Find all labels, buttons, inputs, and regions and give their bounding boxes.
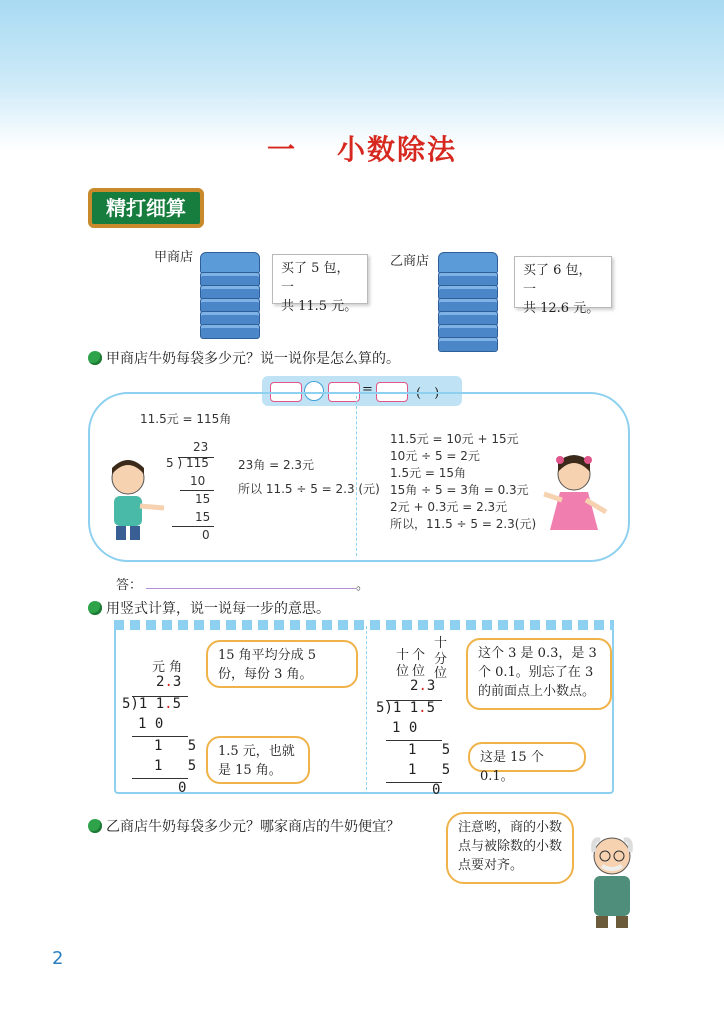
question-2 <box>88 598 330 618</box>
dividend-dot: . <box>418 700 427 716</box>
teacher-character-icon <box>576 832 646 932</box>
store-b-note-line1: 买了 6 包，一 <box>523 263 592 297</box>
left-quotient-row <box>156 674 181 690</box>
store-b-label: 乙商店 <box>390 254 430 269</box>
answer-label: 答： <box>116 578 143 593</box>
left-dividend: 5 ) 115 <box>166 456 209 470</box>
division-bar <box>386 700 442 701</box>
right-line4: 15角 ÷ 5 = 3角 = 0.3元 <box>390 483 529 497</box>
division-bar <box>178 457 214 458</box>
right-line6: 所以，11.5 ÷ 5 = 2.3(元) <box>390 517 537 531</box>
dividend-dec: 5 <box>172 696 182 712</box>
place-word: 位 <box>412 664 426 679</box>
right-line1: 11.5元 = 10元 + 15元 <box>390 432 519 446</box>
dividend-int: 1 1 <box>392 700 419 716</box>
place-word: 位 <box>396 664 410 679</box>
teacher-bubble: 注意哟，商的小数点与被除数的小数点要对齐。 <box>446 812 574 884</box>
left-line1: 11.5元 = 115角 <box>140 412 232 426</box>
dividend-int: 1 1 <box>138 696 165 712</box>
rule-line <box>386 740 442 741</box>
question-1-text: 甲商店牛奶每袋多少元？说一说你是怎么算的。 <box>106 351 400 367</box>
left-sub1: 10 <box>190 474 206 488</box>
store-a-milk-bags <box>200 252 262 339</box>
right-line5: 2元 + 0.3元 = 2.3元 <box>390 500 508 514</box>
section-badge: 精打细算 <box>88 188 204 228</box>
answer-end: 。 <box>356 578 370 593</box>
store-b-milk-bags <box>438 252 500 352</box>
division-bar <box>132 696 188 697</box>
rule-line <box>132 736 188 737</box>
left-sub2: 15 <box>195 510 211 524</box>
ones-label: 个 <box>412 648 426 663</box>
question-1 <box>88 348 400 368</box>
rule-line <box>180 490 214 491</box>
place-word: 位 <box>434 666 448 681</box>
right-line2: 10元 ÷ 5 = 2元 <box>390 449 480 463</box>
tenth-label-top: 十 <box>434 636 448 651</box>
explain-bubble-1: 15 角平均分成 5 份，每份 3 角。 <box>206 640 358 688</box>
tenths-label: 分 <box>434 652 448 667</box>
question-3 <box>88 816 400 836</box>
dividend-dot: . <box>164 696 173 712</box>
explain-bubble-3: 这个 3 是 0.3，是 3 个 0.1。别忘了在 3 的前面点上小数点。 <box>466 638 612 710</box>
girl-character-icon <box>540 452 612 542</box>
question-3-text: 乙商店牛奶每袋多少元？哪家商店的牛奶便宜？ <box>106 819 400 835</box>
rule-line <box>172 526 214 527</box>
store-b-note-line2: 共 12.6 元。 <box>523 301 600 316</box>
chapter-title-text: 小数除法 <box>337 133 458 166</box>
store-a-note <box>272 254 368 314</box>
page-number: 2 <box>52 948 64 969</box>
left-dividend-row: 5)1 1.5 <box>122 696 182 712</box>
store-a-note-line2: 共 11.5 元。 <box>281 299 358 314</box>
green-dot-icon <box>88 351 102 365</box>
boy-character-icon <box>100 456 170 544</box>
right-rem2: 0 <box>432 782 441 798</box>
panel-divider <box>356 396 357 556</box>
left-sub1: 1 0 <box>138 716 164 732</box>
vertical-panel-divider <box>366 626 367 790</box>
explain-bubble-4: 这是 15 个 0.1。 <box>468 742 586 772</box>
tens-label: 十 <box>396 648 410 663</box>
left-rem2: 0 <box>178 780 187 796</box>
q-dot: . <box>418 678 427 694</box>
q-dec: 3 <box>172 674 182 690</box>
left-quotient: 23 <box>193 440 209 454</box>
right-dividend-row: 5)1 1.5 <box>376 700 436 716</box>
chapter-title <box>0 128 724 168</box>
q-int: 2 <box>410 678 419 694</box>
answer-blank[interactable] <box>146 588 356 589</box>
divisor: 5 <box>376 700 385 716</box>
q-int: 2 <box>156 674 165 690</box>
right-sub2: 1 5 <box>408 762 451 778</box>
store-b-note <box>514 256 612 316</box>
unit-paren: ( ) <box>416 386 440 401</box>
store-a-note-line1: 买了 5 包，一 <box>281 261 350 295</box>
green-dot-icon <box>88 601 102 615</box>
q-dec: 3 <box>426 678 436 694</box>
dividend-dec: 5 <box>426 700 436 716</box>
left-note2: 所以 11.5 ÷ 5 = 2.3 (元) <box>238 482 380 496</box>
panel-top-border <box>114 620 614 630</box>
right-line3: 1.5元 = 15角 <box>390 466 467 480</box>
divisor: 5 <box>122 696 131 712</box>
store-a-label: 甲商店 <box>154 250 194 265</box>
question-2-text: 用竖式计算，说一说每一步的意思。 <box>106 601 330 617</box>
right-sub1: 1 0 <box>392 720 418 736</box>
left-rem2: 0 <box>202 528 210 542</box>
green-dot-icon <box>88 819 102 833</box>
rule-line <box>132 778 188 779</box>
left-rem1: 1 5 <box>154 738 197 754</box>
left-rem1: 15 <box>195 492 211 506</box>
q-dot: . <box>164 674 173 690</box>
right-rem1: 1 5 <box>408 742 451 758</box>
units-label: 元 角 <box>152 660 183 675</box>
equals-sign: = <box>362 382 373 397</box>
explain-bubble-2: 1.5 元，也就是 15 角。 <box>206 736 310 784</box>
left-sub2: 1 5 <box>154 758 197 774</box>
chapter-number: 一 <box>266 133 297 166</box>
left-note1: 23角 = 2.3元 <box>238 458 315 472</box>
right-quotient-row <box>410 678 435 694</box>
